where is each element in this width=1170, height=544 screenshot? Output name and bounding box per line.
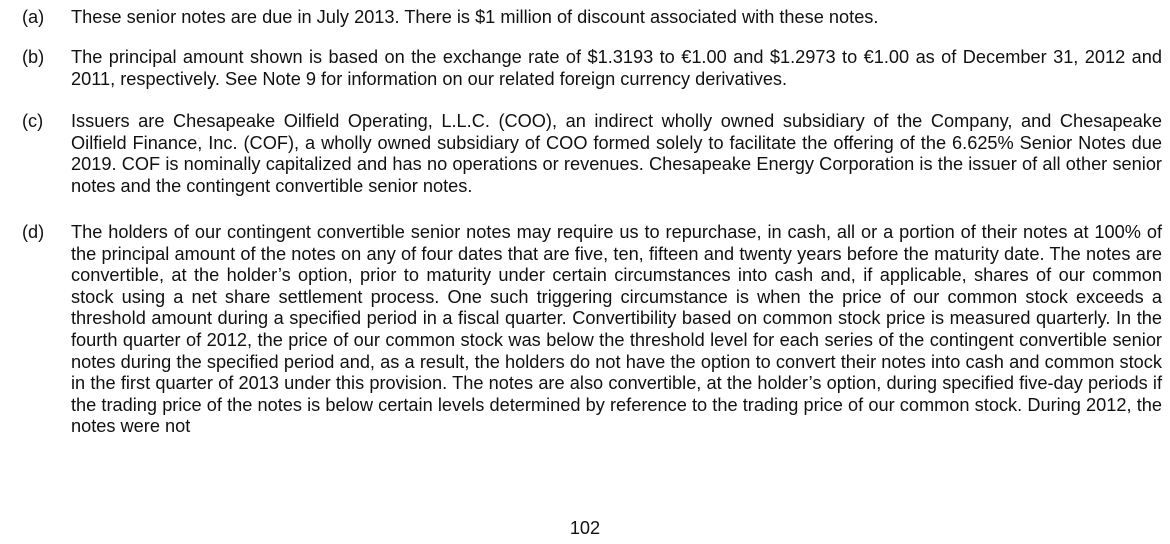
page-number: 102 <box>569 518 601 538</box>
footnote-text: Issuers are Chesapeake Oilfield Operating, L.L.C. (COO), an indirect wholly owned subsidiary of the Company, and Chesapeake Oilfield Finance, Inc. (COF), a wholly owned subsidiary of COO formed solely to facilitate the offering of the 6.625% Senior Notes due 2019. COF is nominally capitalized and has no operations or revenues. Chesapeake Energy Corporation is the issuer of all other senior notes and the contingent convertible senior notes. <box>71 111 1162 196</box>
footnote-text: These senior notes are due in July 2013. There is $1 million of discount associated with these notes. <box>71 7 879 27</box>
footnote-a <box>22 7 1162 29</box>
footnote-marker: (d) <box>22 222 45 242</box>
footnote-d <box>22 222 1162 438</box>
footnote-c <box>22 111 1162 197</box>
footnote-b <box>22 47 1162 90</box>
footnote-text: The principal amount shown is based on the exchange rate of $1.3193 to €1.00 and $1.2973 to €1.00 as of December 31, 2012 and 2011, respectively. See Note 9 for information on our related foreign currency derivatives. <box>71 47 1162 89</box>
footnote-marker: (b) <box>22 47 45 67</box>
footnote-marker: (c) <box>22 111 44 131</box>
footnote-text: The holders of our contingent convertible senior notes may require us to repurchase, in cash, all or a portion of their notes at 100% of the principal amount of the notes on any of four dates that are five, ten, fifteen and twenty years before the maturity date. The notes are convertible, at the holder’s option, prior to maturity under certain circumstances into cash and, if applicable, shares of our common stock using a net share settlement process. One such triggering circumstance is when the price of our common stock exceeds a threshold amount during a specified period in a fiscal quarter. Convertibility based on common stock price is measured quarterly. In the fourth quarter of 2012, the price of our common stock was below the threshold level for each series of the contingent convertible senior notes during the specified period and, as a result, the holders do not have the option to convert their notes into cash and common stock in the first quarter of 2013 under this provision. The notes are also convertible, at the holder’s option, during specified five-day periods if the trading price of the notes is below certain levels determined by reference to the trading price of our common stock. During 2012, the notes were not <box>71 222 1162 437</box>
footnote-marker: (a) <box>22 7 45 27</box>
